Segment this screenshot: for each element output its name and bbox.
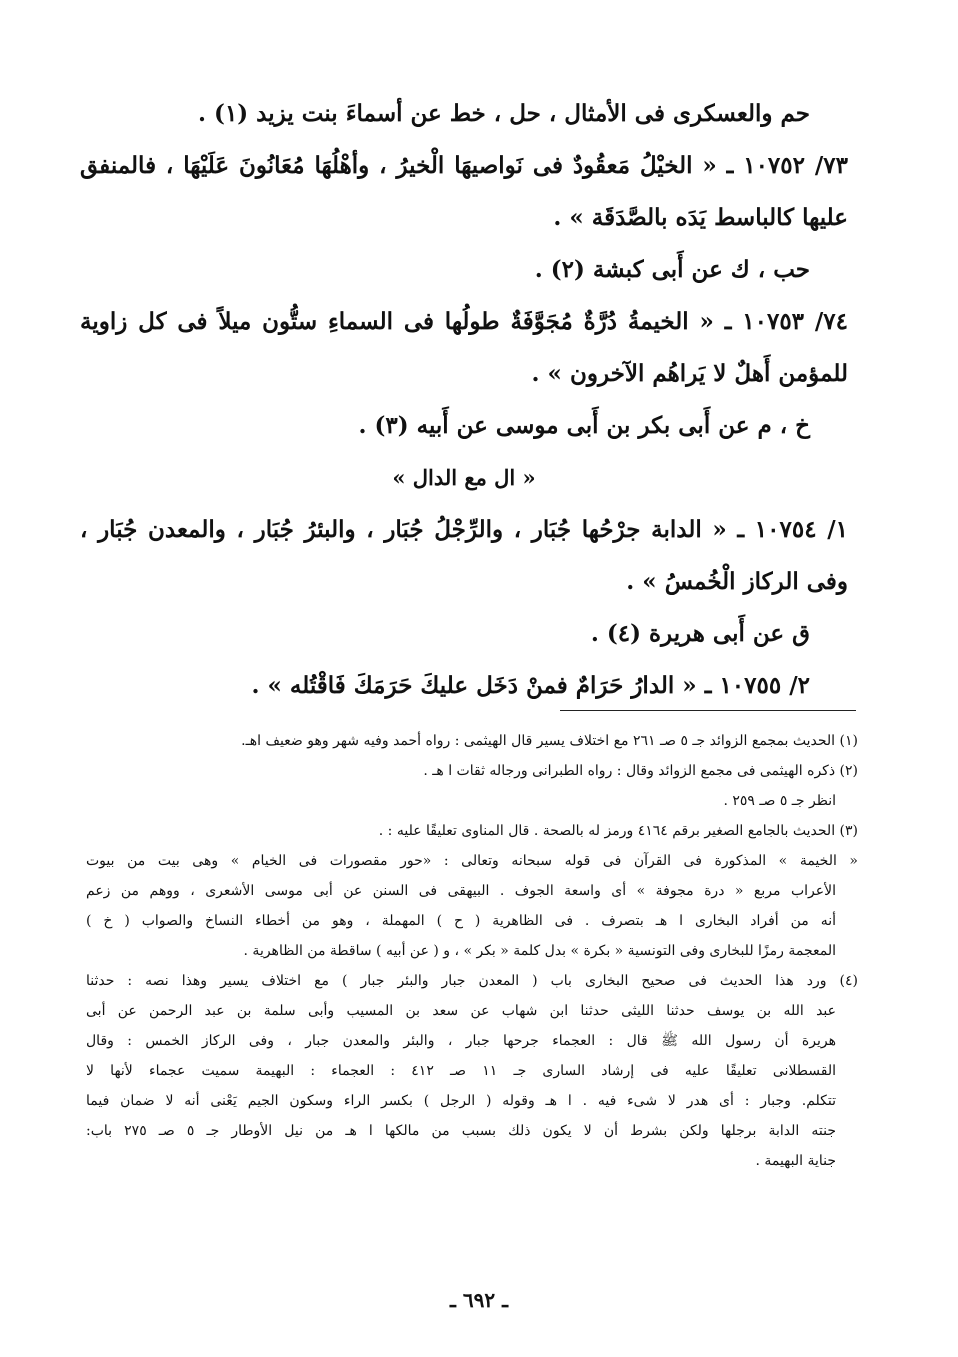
hadith-10753-line: ٧٤/ ١٠٧٥٣ ـ « الخيمةُ دُرَّةٌ مُجَوَّفَةٌ طولُها فى السماءِ ستُّون ميلاً فى كل زاوية bbox=[80, 308, 848, 335]
source-line: حب ، ك عن أَبى كبشة (٢) . bbox=[534, 256, 810, 283]
footnote-line: جنته الدابة برجلها ولكن بشرط أن لا يكون ذلك بسبب من مالكها ا هـ من نيل الأوطار جـ ٥ صـ ٢٧٥ باب: bbox=[86, 1123, 837, 1139]
footnote-line: الأعراب مربع « درة مجوفة » أى واسعة الجوف . البيهقى فى السنن عن أبى موسى الأشعرى ، ووهم من زعم bbox=[86, 883, 836, 899]
footnote-line: تتكلم. وجبار : أى هدر لا شىء فيه . ا هـ وقوله ( الرجل ) بكسر الراء وسكون الجيم يَعْنى أنه لا ضمان فيما bbox=[86, 1093, 836, 1109]
footnote-line: (٢) ذكره الهيثمى فى مجمع الزوائد وقال : رواه الطبرانى ورجاله ثقات ا هـ . bbox=[423, 763, 858, 779]
footnote-line: أنه من أفراد البخارى ا هـ بتصرف . فى الظاهرية ( ح ) المهملة ، وهو من أخطاء النساخ والصواب ( خ ) bbox=[86, 913, 836, 929]
footnote-line: (٣) الحديث بالجامع الصغير برقم ٤١٦٤ ورمز له بالصحة . قال المناوى تعليقًا عليه : . bbox=[378, 823, 858, 839]
hadith-10752-line: ٧٣/ ١٠٧٥٢ ـ « الخيْلُ مَعقُودٌ فى نَواصيهَا الْخيرُ ، وأهْلُهَا مُعَانُونَ عَلَيْهَا ، فالمنفق bbox=[80, 152, 848, 179]
text-line: وفى الركاز الْخُمسُ » . bbox=[626, 568, 848, 595]
footnote-line: المعجمة رمزًا للبخارى وفى التونسية « بكرة » بدل كلمة « بكر » ، و ( عن أبيه ) ساقطة من الظاهرية . bbox=[243, 943, 836, 959]
source-line: ق عن أَبى هريرة (٤) . bbox=[590, 620, 810, 647]
section-heading: « ال مع الدال » bbox=[392, 465, 536, 490]
hadith-10754-line: ١/ ١٠٧٥٤ ـ « الدابة جرْحُها جُبَار ، والرِّجْلُ جُبَار ، والبئرُ جُبَار ، والمعدن جُبَار ، bbox=[80, 516, 848, 543]
main-text-block bbox=[80, 88, 848, 712]
footnote-line: عبد الله بن يوسف حدثنا الليثى حدثنا ابن شهاب عن سعد بن المسيب وأبى سلمة بن عبد الرحمن عن أبى bbox=[86, 1003, 836, 1019]
footnote-separator bbox=[560, 710, 856, 711]
text-line: عليها كالباسط يَدَه بالصَّدَقَة » . bbox=[553, 204, 848, 231]
footnote-line: جناية البهيمة . bbox=[755, 1153, 836, 1169]
source-line: خ ، م عن أَبى بكر بن أَبى موسى عن أَبيه (٣) . bbox=[358, 412, 810, 439]
footnote-line: (٤) ورد هذا الحديث فى صحيح البخارى باب ( المعدن جبار والبئر جبار ) مع اختلاف يسير وهذا نصه : حدثنا bbox=[86, 973, 858, 989]
footnote-line: (١) الحديث بمجمع الزوائد جـ ٥ صـ ٢٦١ مع اختلاف يسير قال الهيثمى : رواه أحمد وفيه شهر وهو ضعيف اهـ. bbox=[241, 733, 858, 749]
footnote-line: هريرة أن رسول الله ﷺ قال : العجماء جرحها جبار ، والبئر والمعدن جبار ، وفى الركاز الخمس : وقال bbox=[86, 1033, 836, 1049]
text-line: حم والعسكرى فى الأمثال ، حل ، خط عن أسماءَ بنت يزيد (١) . bbox=[198, 100, 810, 127]
footnote-line: « الخيمة » المذكورة فى القرآن فى قوله سبحانه وتعالى : «حور مقصورات فى الخيام » وهى بيت من بيوت bbox=[86, 853, 858, 869]
footnote-line: انظر جـ ٥ صـ ٢٥٩ . bbox=[723, 793, 836, 809]
hadith-10755-line: ٢/ ١٠٧٥٥ ـ « الدارُ حَرَامٌ فمنْ دَخَل عليكَ حَرَمَكَ فَاقْتُله » . bbox=[251, 672, 810, 699]
text-line: للمؤمن أَهلٌ لا يَراهُم الآخرون » . bbox=[531, 360, 848, 387]
footnotes-block bbox=[86, 726, 858, 1176]
page-number: ـ ٦٩٢ ـ bbox=[450, 1288, 508, 1312]
footnote-line: القسطلانى تعليقًا عليه فى إرشاد السارى جـ ١١ صـ ٤١٢ : العجماء : البهيمة سميت عجماء لأنها لا bbox=[86, 1063, 837, 1079]
